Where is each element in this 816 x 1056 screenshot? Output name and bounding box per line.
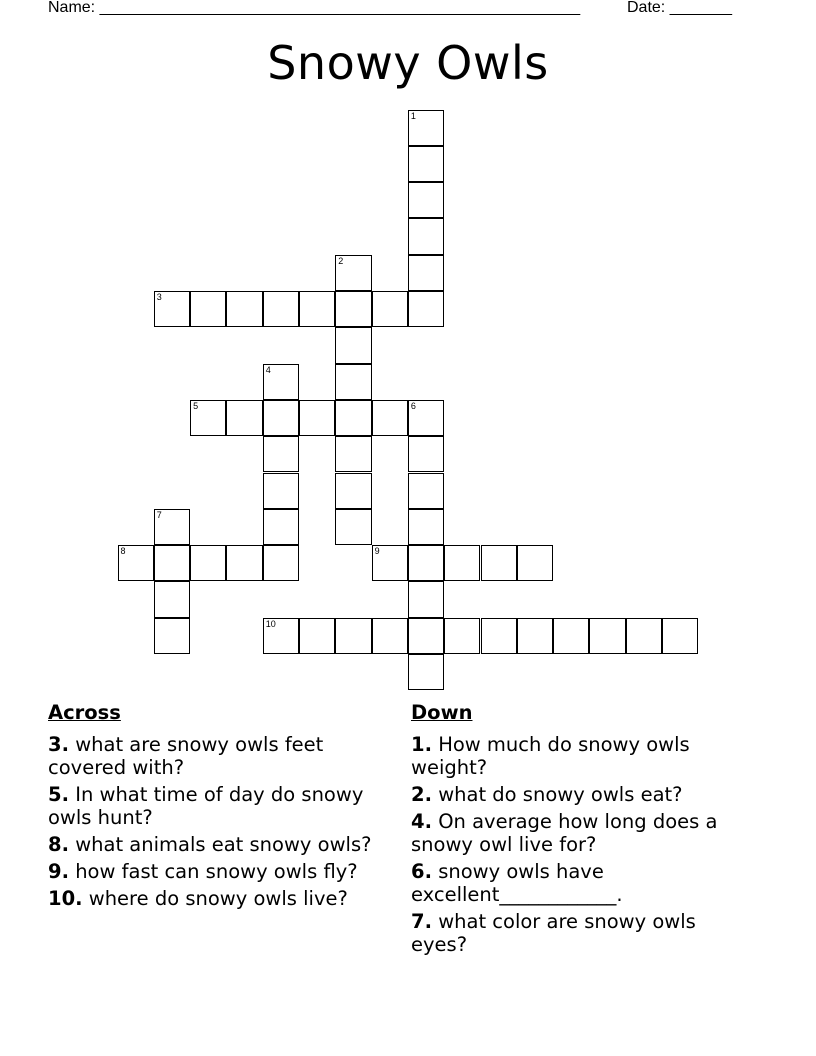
cell-number: 9 — [374, 546, 380, 557]
name-line: Name: ______________________________________________________ — [48, 0, 581, 16]
grid-cell[interactable] — [553, 618, 589, 654]
grid-cell[interactable] — [226, 545, 262, 581]
clue-down-7: 7. what color are snowy owls eyes? — [411, 910, 696, 956]
grid-cell[interactable] — [190, 400, 226, 436]
grid-cell[interactable] — [481, 618, 517, 654]
down-heading: Down — [411, 701, 473, 724]
clue-across-5: 5. In what time of day do snowy owls hunt? — [48, 783, 364, 829]
grid-cell[interactable] — [263, 364, 299, 400]
grid-cell[interactable] — [335, 291, 371, 327]
grid-cell[interactable] — [408, 654, 444, 690]
cell-number: 8 — [120, 546, 126, 557]
grid-cell[interactable] — [299, 400, 335, 436]
grid-cell[interactable] — [335, 618, 371, 654]
grid-cell[interactable] — [408, 509, 444, 545]
clue-down-1: 1. How much do snowy owls weight? — [411, 733, 690, 779]
grid-cell[interactable] — [626, 618, 662, 654]
grid-cell[interactable] — [408, 400, 444, 436]
grid-cell[interactable] — [517, 545, 553, 581]
grid-cell[interactable] — [335, 327, 371, 363]
grid-cell[interactable] — [408, 182, 444, 218]
grid-cell[interactable] — [481, 545, 517, 581]
grid-cell[interactable] — [589, 618, 625, 654]
grid-cell[interactable] — [154, 618, 190, 654]
grid-cell[interactable] — [335, 364, 371, 400]
across-clues — [48, 700, 388, 914]
grid-cell[interactable] — [408, 110, 444, 146]
grid-cell[interactable] — [190, 545, 226, 581]
grid-cell[interactable] — [299, 291, 335, 327]
cell-number: 4 — [265, 364, 271, 375]
grid-cell[interactable] — [662, 618, 698, 654]
clue-across-10: 10. where do snowy owls live? — [48, 887, 348, 910]
cell-number: 6 — [410, 400, 416, 411]
grid-cell[interactable] — [372, 618, 408, 654]
grid-cell[interactable] — [372, 400, 408, 436]
grid-cell[interactable] — [517, 618, 553, 654]
grid-cell[interactable] — [263, 291, 299, 327]
down-clues — [411, 700, 751, 960]
grid-cell[interactable] — [335, 400, 371, 436]
grid-cell[interactable] — [408, 473, 444, 509]
across-heading: Across — [48, 701, 121, 724]
cell-number: 5 — [193, 400, 199, 411]
grid-cell[interactable] — [263, 400, 299, 436]
clue-down-4: 4. On average how long does a snowy owl live for? — [411, 810, 718, 856]
grid-cell[interactable] — [335, 509, 371, 545]
cell-number: 7 — [156, 509, 162, 520]
grid-cell[interactable] — [263, 545, 299, 581]
grid-cell[interactable] — [372, 291, 408, 327]
grid-cell[interactable] — [444, 545, 480, 581]
grid-cell[interactable] — [335, 473, 371, 509]
grid-cell[interactable] — [408, 146, 444, 182]
grid-cell[interactable] — [408, 618, 444, 654]
grid-cell[interactable] — [408, 255, 444, 291]
clue-down-6: 6. snowy owls have excellent____________. — [411, 860, 623, 906]
grid-cell[interactable] — [408, 218, 444, 254]
grid-cell[interactable] — [263, 473, 299, 509]
date-line: Date: _______ — [627, 0, 732, 16]
grid-cell[interactable] — [408, 436, 444, 472]
grid-cell[interactable] — [372, 545, 408, 581]
grid-cell[interactable] — [335, 255, 371, 291]
cell-number: 2 — [338, 255, 344, 266]
clue-down-2: 2. what do snowy owls eat? — [411, 783, 683, 806]
grid-cell[interactable] — [408, 545, 444, 581]
grid-cell[interactable] — [226, 400, 262, 436]
grid-cell[interactable] — [154, 509, 190, 545]
grid-cell[interactable] — [154, 291, 190, 327]
clue-across-3: 3. what are snowy owls feet covered with? — [48, 733, 324, 779]
grid-cell[interactable] — [154, 545, 190, 581]
grid-cell[interactable] — [190, 291, 226, 327]
cell-number: 3 — [156, 292, 162, 302]
grid-cell[interactable] — [408, 581, 444, 617]
grid-cell[interactable] — [335, 436, 371, 472]
page-title: Snowy Owls — [267, 36, 549, 90]
grid-cell[interactable] — [444, 618, 480, 654]
cell-number: 10 — [265, 618, 276, 629]
grid-cell[interactable] — [408, 291, 444, 327]
grid-cell[interactable] — [263, 436, 299, 472]
grid-cell[interactable] — [154, 581, 190, 617]
grid-cell[interactable] — [226, 291, 262, 327]
grid-cell[interactable] — [263, 509, 299, 545]
grid-cell[interactable] — [299, 618, 335, 654]
clue-across-8: 8. what animals eat snowy owls? — [48, 833, 372, 856]
clue-across-9: 9. how fast can snowy owls fly? — [48, 860, 358, 883]
grid-cell[interactable] — [263, 618, 299, 654]
cell-number: 1 — [410, 110, 416, 121]
grid-cell[interactable] — [118, 545, 154, 581]
